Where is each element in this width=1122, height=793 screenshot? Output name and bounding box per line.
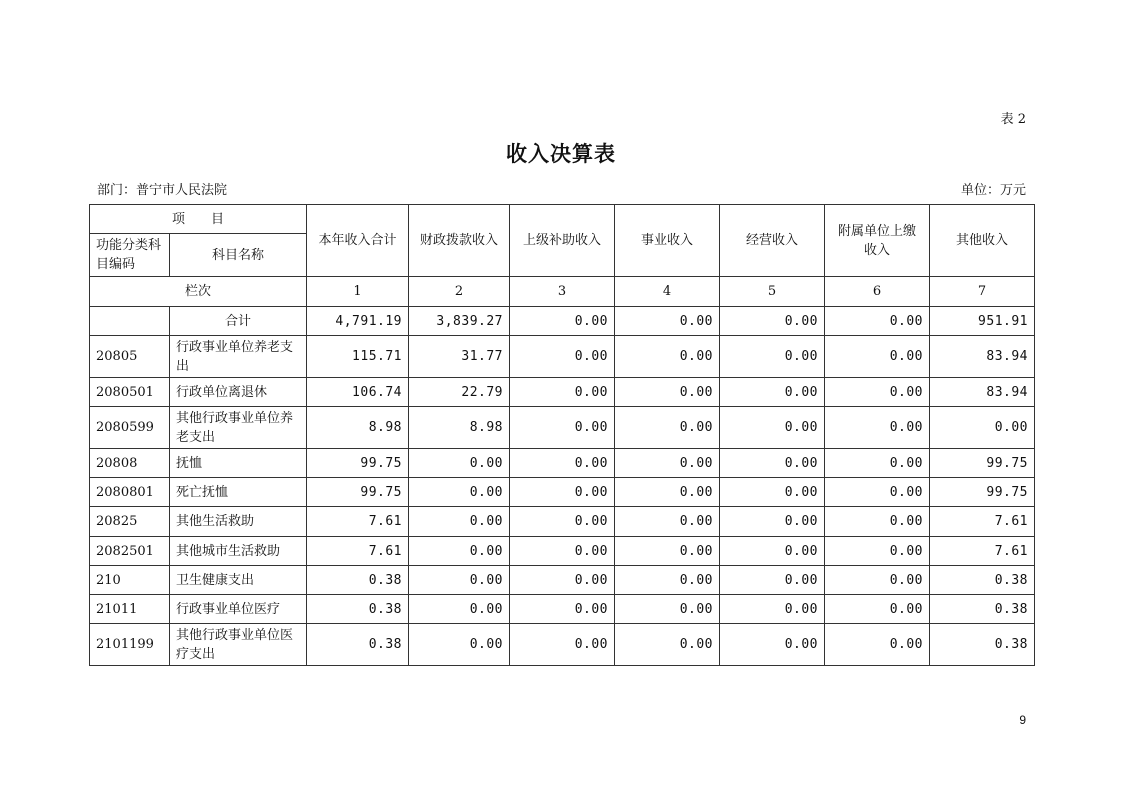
row-value: 106.74: [307, 378, 409, 407]
header-name: 科目名称: [170, 234, 307, 277]
column-header: 附属单位上缴收入: [825, 205, 930, 277]
column-header: 财政拨款收入: [409, 205, 510, 277]
table-row: [90, 537, 1035, 566]
row-code: 2080599: [90, 407, 170, 449]
row-value: 0.00: [409, 566, 510, 595]
row-value: 0.00: [825, 624, 930, 666]
total-value: 951.91: [930, 307, 1035, 336]
row-code: 210: [90, 566, 170, 595]
row-value: 0.00: [825, 449, 930, 478]
row-value: 0.00: [615, 378, 720, 407]
row-value: 0.00: [615, 595, 720, 624]
total-value: 0.00: [510, 307, 615, 336]
page-number: 9: [1019, 713, 1026, 727]
row-name: 抚恤: [170, 449, 307, 478]
total-value: 4,791.19: [307, 307, 409, 336]
total-value: 0.00: [720, 307, 825, 336]
row-value: 0.00: [720, 336, 825, 378]
header-code: 功能分类科目编码: [90, 234, 170, 277]
row-value: 7.61: [307, 537, 409, 566]
row-value: 0.00: [615, 407, 720, 449]
row-code: 20805: [90, 336, 170, 378]
row-value: 0.00: [825, 378, 930, 407]
table-row: [90, 378, 1035, 407]
row-value: 0.00: [720, 507, 825, 537]
total-value: 3,839.27: [409, 307, 510, 336]
lanci-label: 栏次: [90, 277, 307, 307]
table-number: 表 2: [1000, 112, 1026, 127]
column-header: 本年收入合计: [307, 205, 409, 277]
row-value: 83.94: [930, 336, 1035, 378]
row-value: 0.38: [930, 595, 1035, 624]
row-value: 7.61: [307, 507, 409, 537]
row-value: 0.00: [510, 595, 615, 624]
header-row: [90, 205, 1035, 234]
row-value: 0.38: [307, 566, 409, 595]
table-row: [90, 595, 1035, 624]
row-value: 8.98: [409, 407, 510, 449]
row-value: 0.00: [825, 478, 930, 507]
row-value: 0.00: [825, 507, 930, 537]
total-value: 0.00: [825, 307, 930, 336]
row-code: 21011: [90, 595, 170, 624]
row-value: 0.00: [825, 537, 930, 566]
row-value: 0.00: [615, 507, 720, 537]
row-value: 0.00: [825, 566, 930, 595]
row-value: 0.00: [615, 478, 720, 507]
row-value: 0.00: [720, 566, 825, 595]
unit-label: 单位：万元: [960, 183, 1026, 198]
row-value: 0.00: [510, 507, 615, 537]
lanci-cell: 6: [825, 277, 930, 307]
row-value: 22.79: [409, 378, 510, 407]
row-code: 20825: [90, 507, 170, 537]
lanci-cell: 2: [409, 277, 510, 307]
row-value: 0.00: [720, 378, 825, 407]
row-value: 0.00: [720, 595, 825, 624]
row-code: 2080801: [90, 478, 170, 507]
row-value: 8.98: [307, 407, 409, 449]
row-value: 83.94: [930, 378, 1035, 407]
row-value: 0.00: [825, 336, 930, 378]
row-value: 0.00: [409, 595, 510, 624]
lanci-row: [90, 277, 1035, 307]
row-value: 0.38: [930, 624, 1035, 666]
row-value: 0.00: [510, 624, 615, 666]
header-item: 项 目: [90, 205, 307, 234]
row-value: 7.61: [930, 537, 1035, 566]
row-value: 0.00: [720, 407, 825, 449]
row-value: 99.75: [307, 478, 409, 507]
row-value: 0.00: [510, 407, 615, 449]
department-label: 部门：普宁市人民法院: [97, 183, 228, 198]
lanci-cell: 4: [615, 277, 720, 307]
row-value: 0.00: [930, 407, 1035, 449]
lanci-cell: 5: [720, 277, 825, 307]
table-row: [90, 566, 1035, 595]
row-value: 99.75: [930, 449, 1035, 478]
row-value: 99.75: [930, 478, 1035, 507]
table-row: [90, 449, 1035, 478]
lanci-cell: 3: [510, 277, 615, 307]
row-value: 0.00: [409, 507, 510, 537]
row-value: 0.00: [720, 624, 825, 666]
row-value: 0.00: [615, 566, 720, 595]
table-row: [90, 507, 1035, 537]
row-value: 0.00: [409, 449, 510, 478]
row-value: 0.38: [307, 624, 409, 666]
row-value: 0.00: [409, 537, 510, 566]
row-value: 0.00: [615, 624, 720, 666]
row-value: 0.00: [510, 336, 615, 378]
column-header: 上级补助收入: [510, 205, 615, 277]
row-code: 20808: [90, 449, 170, 478]
row-name: 其他生活救助: [170, 507, 307, 537]
row-value: 0.00: [615, 336, 720, 378]
total-value: 0.00: [615, 307, 720, 336]
column-header: 事业收入: [615, 205, 720, 277]
row-value: 0.00: [615, 537, 720, 566]
row-value: 115.71: [307, 336, 409, 378]
total-label: 合计: [170, 307, 307, 336]
row-name: 其他行政事业单位医疗支出: [170, 624, 307, 666]
row-value: 0.00: [825, 595, 930, 624]
total-code-cell: [90, 307, 170, 336]
row-value: 0.00: [510, 478, 615, 507]
row-value: 0.00: [720, 537, 825, 566]
row-value: 0.00: [409, 478, 510, 507]
table-row: [90, 478, 1035, 507]
row-name: 行政事业单位养老支出: [170, 336, 307, 378]
row-value: 99.75: [307, 449, 409, 478]
row-value: 0.00: [409, 624, 510, 666]
row-value: 7.61: [930, 507, 1035, 537]
row-code: 2080501: [90, 378, 170, 407]
row-name: 行政事业单位医疗: [170, 595, 307, 624]
row-value: 0.38: [930, 566, 1035, 595]
table-row: [90, 336, 1035, 378]
row-value: 31.77: [409, 336, 510, 378]
row-value: 0.38: [307, 595, 409, 624]
column-header: 经营收入: [720, 205, 825, 277]
row-code: 2101199: [90, 624, 170, 666]
row-name: 死亡抚恤: [170, 478, 307, 507]
column-header: 其他收入: [930, 205, 1035, 277]
row-name: 其他城市生活救助: [170, 537, 307, 566]
row-name: 卫生健康支出: [170, 566, 307, 595]
row-value: 0.00: [615, 449, 720, 478]
row-name: 其他行政事业单位养老支出: [170, 407, 307, 449]
table-row: [90, 407, 1035, 449]
row-value: 0.00: [720, 449, 825, 478]
row-value: 0.00: [825, 407, 930, 449]
lanci-cell: 7: [930, 277, 1035, 307]
page-title: 收入决算表: [506, 141, 616, 166]
row-value: 0.00: [510, 566, 615, 595]
row-value: 0.00: [510, 449, 615, 478]
row-value: 0.00: [510, 378, 615, 407]
table-row: [90, 624, 1035, 666]
row-name: 行政单位离退休: [170, 378, 307, 407]
income-table: [89, 204, 1035, 666]
row-code: 2082501: [90, 537, 170, 566]
row-value: 0.00: [720, 478, 825, 507]
total-row: [90, 307, 1035, 336]
lanci-cell: 1: [307, 277, 409, 307]
row-value: 0.00: [510, 537, 615, 566]
